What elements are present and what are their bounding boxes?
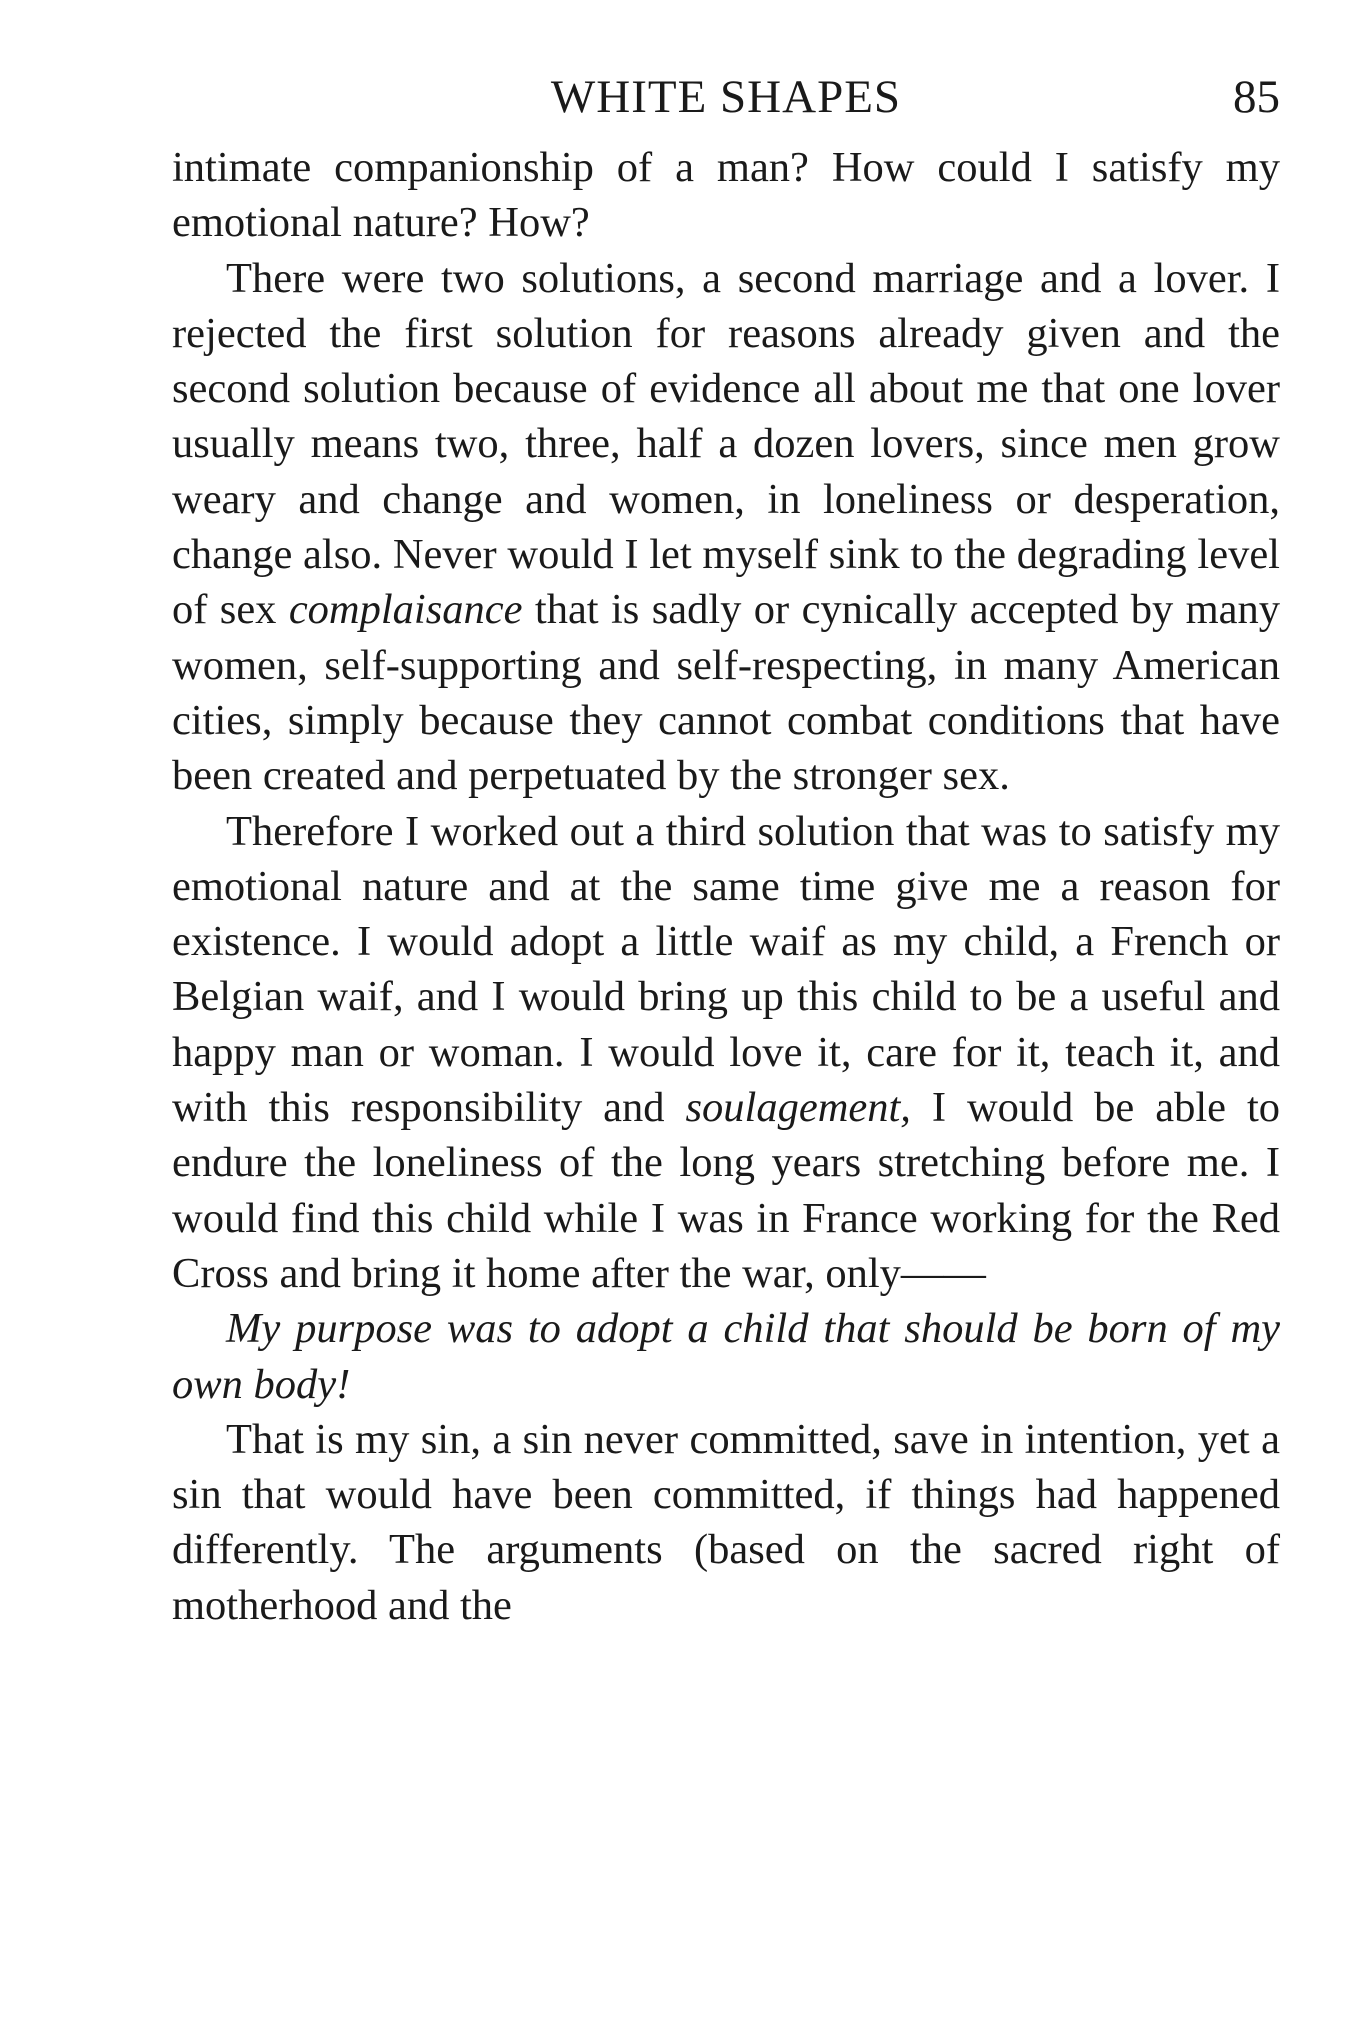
paragraph-3 <box>172 804 1280 1302</box>
paragraph-5-text: That is my sin, a sin never committed, save in intention, yet a sin that would have been committed, if things had happened differently. The arguments (based on the sacred right of motherhood and the <box>172 1415 1280 1629</box>
paragraph-1 <box>172 140 1280 251</box>
body-text <box>172 140 1280 1633</box>
paragraph-3-italic: soulagement, <box>685 1084 911 1132</box>
paragraph-4-italic: My purpose was to adopt a child that should be born of my own body! <box>172 1305 1280 1408</box>
running-head <box>172 62 1280 132</box>
paragraph-2-text: There were two solutions, a second marriage and a lover. I rejected the first solution for reasons already given and the second solution because of evidence all about me that one lover usually means two, three, half a dozen lovers, since men grow weary and change and women, in loneliness or desperation, change also. Never would I let myself sink to the degrading level of sex <box>172 254 1280 634</box>
paragraph-2-italic: complaisance <box>288 586 523 634</box>
paragraph-4 <box>172 1301 1280 1412</box>
paragraph-3-text-continued: I would be able to endure the loneliness of the long years stretching before me. I would find this child while I was in France working for the Red Cross and bring it home after the war, only—— <box>172 1084 1281 1297</box>
paragraph-5 <box>172 1412 1280 1633</box>
paragraph-3-text: Therefore I worked out a third solution that was to satisfy my emotional nature and at the same time give me a reason for existence. I would adopt a little waif as my child, a French or Belgian waif, and I would bring up this child to be a useful and happy man or woman. I would love it, care for it, teach it, and with this responsibility and <box>172 807 1280 1132</box>
paragraph-2-text-continued: that is sadly or cynically accepted by many women, self-supporting and self-respecting, in many American cities, simply because they cannot combat conditions that have been created and perpetuated by the stronger sex. <box>172 586 1280 800</box>
paragraph-1-text: intimate companionship of a man? How could I satisfy my emotional nature? How? <box>172 144 1280 247</box>
page-number: 85 <box>1233 71 1280 123</box>
running-title: WHITE SHAPES <box>550 71 902 123</box>
paragraph-2 <box>172 251 1280 804</box>
